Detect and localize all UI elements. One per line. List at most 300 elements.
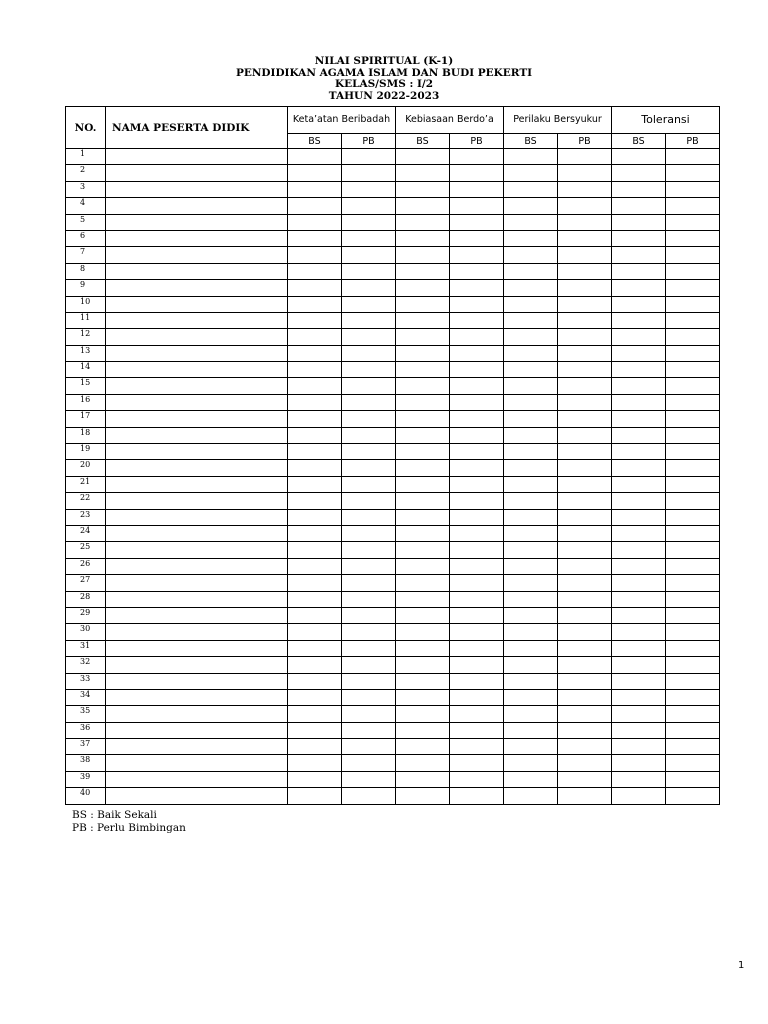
score-cell-pb[interactable] — [450, 165, 504, 181]
score-cell-bs[interactable] — [288, 689, 342, 705]
score-cell-bs[interactable] — [504, 230, 558, 246]
score-cell-pb[interactable] — [558, 640, 612, 656]
score-cell-pb[interactable] — [666, 525, 720, 541]
score-cell-bs[interactable] — [504, 771, 558, 787]
score-cell-bs[interactable] — [396, 476, 450, 492]
score-cell-bs[interactable] — [504, 165, 558, 181]
score-cell-pb[interactable] — [558, 542, 612, 558]
score-cell-pb[interactable] — [342, 280, 396, 296]
score-cell-pb[interactable] — [450, 280, 504, 296]
student-name-cell[interactable] — [106, 181, 288, 197]
score-cell-pb[interactable] — [450, 673, 504, 689]
score-cell-bs[interactable] — [396, 739, 450, 755]
score-cell-pb[interactable] — [450, 181, 504, 197]
score-cell-pb[interactable] — [450, 657, 504, 673]
score-cell-bs[interactable] — [612, 411, 666, 427]
score-cell-bs[interactable] — [504, 657, 558, 673]
score-cell-pb[interactable] — [558, 689, 612, 705]
score-cell-bs[interactable] — [396, 444, 450, 460]
score-cell-bs[interactable] — [612, 149, 666, 165]
score-cell-bs[interactable] — [504, 181, 558, 197]
score-cell-pb[interactable] — [558, 247, 612, 263]
score-cell-pb[interactable] — [342, 394, 396, 410]
score-cell-bs[interactable] — [396, 280, 450, 296]
student-name-cell[interactable] — [106, 689, 288, 705]
score-cell-bs[interactable] — [612, 493, 666, 509]
score-cell-bs[interactable] — [612, 542, 666, 558]
score-cell-bs[interactable] — [396, 230, 450, 246]
score-cell-pb[interactable] — [666, 427, 720, 443]
score-cell-pb[interactable] — [666, 542, 720, 558]
score-cell-pb[interactable] — [666, 640, 720, 656]
student-name-cell[interactable] — [106, 444, 288, 460]
score-cell-bs[interactable] — [396, 214, 450, 230]
score-cell-pb[interactable] — [450, 788, 504, 804]
score-cell-bs[interactable] — [504, 149, 558, 165]
score-cell-bs[interactable] — [504, 689, 558, 705]
score-cell-bs[interactable] — [288, 296, 342, 312]
score-cell-bs[interactable] — [612, 706, 666, 722]
score-cell-bs[interactable] — [504, 460, 558, 476]
score-cell-bs[interactable] — [504, 575, 558, 591]
score-cell-pb[interactable] — [450, 230, 504, 246]
score-cell-pb[interactable] — [666, 788, 720, 804]
score-cell-pb[interactable] — [342, 558, 396, 574]
score-cell-pb[interactable] — [666, 624, 720, 640]
score-cell-pb[interactable] — [450, 542, 504, 558]
score-cell-pb[interactable] — [450, 247, 504, 263]
score-cell-bs[interactable] — [504, 378, 558, 394]
score-cell-pb[interactable] — [558, 411, 612, 427]
score-cell-pb[interactable] — [342, 345, 396, 361]
student-name-cell[interactable] — [106, 214, 288, 230]
student-name-cell[interactable] — [106, 165, 288, 181]
score-cell-bs[interactable] — [612, 296, 666, 312]
score-cell-pb[interactable] — [342, 673, 396, 689]
score-cell-pb[interactable] — [342, 542, 396, 558]
score-cell-pb[interactable] — [666, 394, 720, 410]
score-cell-bs[interactable] — [612, 362, 666, 378]
score-cell-bs[interactable] — [504, 755, 558, 771]
score-cell-pb[interactable] — [342, 624, 396, 640]
score-cell-bs[interactable] — [288, 198, 342, 214]
score-cell-pb[interactable] — [666, 607, 720, 623]
score-cell-pb[interactable] — [666, 312, 720, 328]
score-cell-pb[interactable] — [666, 657, 720, 673]
student-name-cell[interactable] — [106, 607, 288, 623]
score-cell-bs[interactable] — [396, 198, 450, 214]
score-cell-bs[interactable] — [288, 525, 342, 541]
score-cell-bs[interactable] — [504, 739, 558, 755]
score-cell-bs[interactable] — [396, 525, 450, 541]
score-cell-pb[interactable] — [666, 739, 720, 755]
score-cell-pb[interactable] — [558, 755, 612, 771]
score-cell-pb[interactable] — [558, 476, 612, 492]
score-cell-pb[interactable] — [342, 411, 396, 427]
student-name-cell[interactable] — [106, 280, 288, 296]
score-cell-pb[interactable] — [450, 493, 504, 509]
score-cell-pb[interactable] — [666, 329, 720, 345]
score-cell-pb[interactable] — [558, 558, 612, 574]
score-cell-pb[interactable] — [342, 230, 396, 246]
score-cell-pb[interactable] — [666, 296, 720, 312]
score-cell-bs[interactable] — [396, 329, 450, 345]
score-cell-pb[interactable] — [558, 280, 612, 296]
score-cell-pb[interactable] — [666, 706, 720, 722]
score-cell-pb[interactable] — [450, 591, 504, 607]
score-cell-pb[interactable] — [558, 722, 612, 738]
score-cell-bs[interactable] — [288, 476, 342, 492]
score-cell-pb[interactable] — [558, 198, 612, 214]
score-cell-pb[interactable] — [558, 657, 612, 673]
score-cell-pb[interactable] — [450, 640, 504, 656]
student-name-cell[interactable] — [106, 247, 288, 263]
score-cell-pb[interactable] — [342, 214, 396, 230]
score-cell-pb[interactable] — [558, 673, 612, 689]
score-cell-pb[interactable] — [450, 411, 504, 427]
score-cell-bs[interactable] — [288, 542, 342, 558]
score-cell-pb[interactable] — [450, 345, 504, 361]
score-cell-bs[interactable] — [396, 378, 450, 394]
score-cell-pb[interactable] — [450, 525, 504, 541]
score-cell-bs[interactable] — [612, 722, 666, 738]
student-name-cell[interactable] — [106, 640, 288, 656]
score-cell-bs[interactable] — [504, 558, 558, 574]
score-cell-pb[interactable] — [666, 280, 720, 296]
score-cell-pb[interactable] — [558, 771, 612, 787]
score-cell-pb[interactable] — [666, 591, 720, 607]
score-cell-bs[interactable] — [396, 607, 450, 623]
score-cell-pb[interactable] — [666, 214, 720, 230]
score-cell-bs[interactable] — [612, 247, 666, 263]
score-cell-pb[interactable] — [450, 427, 504, 443]
score-cell-pb[interactable] — [342, 689, 396, 705]
score-cell-bs[interactable] — [612, 673, 666, 689]
score-cell-bs[interactable] — [396, 673, 450, 689]
student-name-cell[interactable] — [106, 525, 288, 541]
score-cell-pb[interactable] — [558, 739, 612, 755]
score-cell-bs[interactable] — [288, 509, 342, 525]
score-cell-bs[interactable] — [504, 296, 558, 312]
score-cell-bs[interactable] — [612, 476, 666, 492]
score-cell-pb[interactable] — [342, 198, 396, 214]
score-cell-pb[interactable] — [558, 378, 612, 394]
score-cell-pb[interactable] — [342, 722, 396, 738]
score-cell-pb[interactable] — [450, 607, 504, 623]
student-name-cell[interactable] — [106, 624, 288, 640]
score-cell-pb[interactable] — [558, 591, 612, 607]
score-cell-pb[interactable] — [558, 788, 612, 804]
score-cell-pb[interactable] — [450, 624, 504, 640]
score-cell-bs[interactable] — [612, 689, 666, 705]
score-cell-pb[interactable] — [666, 198, 720, 214]
score-cell-bs[interactable] — [288, 640, 342, 656]
score-cell-pb[interactable] — [558, 394, 612, 410]
score-cell-pb[interactable] — [450, 296, 504, 312]
score-cell-pb[interactable] — [666, 247, 720, 263]
score-cell-pb[interactable] — [342, 771, 396, 787]
score-cell-pb[interactable] — [666, 673, 720, 689]
score-cell-pb[interactable] — [666, 345, 720, 361]
score-cell-pb[interactable] — [342, 427, 396, 443]
score-cell-pb[interactable] — [450, 755, 504, 771]
student-name-cell[interactable] — [106, 411, 288, 427]
score-cell-bs[interactable] — [504, 788, 558, 804]
score-cell-bs[interactable] — [396, 657, 450, 673]
score-cell-bs[interactable] — [612, 657, 666, 673]
score-cell-pb[interactable] — [342, 788, 396, 804]
score-cell-pb[interactable] — [666, 230, 720, 246]
score-cell-pb[interactable] — [558, 509, 612, 525]
score-cell-bs[interactable] — [396, 411, 450, 427]
score-cell-bs[interactable] — [504, 427, 558, 443]
score-cell-bs[interactable] — [288, 149, 342, 165]
score-cell-bs[interactable] — [504, 493, 558, 509]
score-cell-bs[interactable] — [288, 181, 342, 197]
score-cell-bs[interactable] — [612, 575, 666, 591]
score-cell-bs[interactable] — [504, 394, 558, 410]
score-cell-pb[interactable] — [666, 722, 720, 738]
score-cell-pb[interactable] — [450, 558, 504, 574]
score-cell-bs[interactable] — [396, 263, 450, 279]
score-cell-bs[interactable] — [612, 640, 666, 656]
score-cell-bs[interactable] — [396, 771, 450, 787]
score-cell-pb[interactable] — [342, 460, 396, 476]
score-cell-pb[interactable] — [450, 263, 504, 279]
score-cell-pb[interactable] — [666, 444, 720, 460]
score-cell-bs[interactable] — [396, 575, 450, 591]
score-cell-pb[interactable] — [558, 263, 612, 279]
score-cell-bs[interactable] — [288, 280, 342, 296]
student-name-cell[interactable] — [106, 149, 288, 165]
score-cell-pb[interactable] — [666, 460, 720, 476]
score-cell-bs[interactable] — [288, 657, 342, 673]
score-cell-bs[interactable] — [612, 607, 666, 623]
score-cell-pb[interactable] — [342, 640, 396, 656]
score-cell-bs[interactable] — [288, 247, 342, 263]
student-name-cell[interactable] — [106, 263, 288, 279]
student-name-cell[interactable] — [106, 378, 288, 394]
score-cell-bs[interactable] — [504, 263, 558, 279]
score-cell-pb[interactable] — [342, 149, 396, 165]
score-cell-pb[interactable] — [558, 362, 612, 378]
score-cell-bs[interactable] — [504, 640, 558, 656]
score-cell-bs[interactable] — [288, 263, 342, 279]
score-cell-bs[interactable] — [396, 296, 450, 312]
score-cell-bs[interactable] — [396, 542, 450, 558]
score-cell-pb[interactable] — [342, 739, 396, 755]
score-cell-bs[interactable] — [288, 706, 342, 722]
score-cell-bs[interactable] — [612, 198, 666, 214]
score-cell-bs[interactable] — [396, 345, 450, 361]
score-cell-bs[interactable] — [612, 214, 666, 230]
score-cell-bs[interactable] — [396, 394, 450, 410]
score-cell-pb[interactable] — [342, 362, 396, 378]
score-cell-bs[interactable] — [612, 329, 666, 345]
score-cell-bs[interactable] — [396, 427, 450, 443]
score-cell-pb[interactable] — [342, 493, 396, 509]
score-cell-pb[interactable] — [450, 739, 504, 755]
score-cell-bs[interactable] — [396, 722, 450, 738]
score-cell-pb[interactable] — [666, 575, 720, 591]
student-name-cell[interactable] — [106, 542, 288, 558]
score-cell-pb[interactable] — [450, 378, 504, 394]
score-cell-bs[interactable] — [288, 624, 342, 640]
score-cell-bs[interactable] — [612, 460, 666, 476]
score-cell-bs[interactable] — [288, 329, 342, 345]
score-cell-pb[interactable] — [558, 706, 612, 722]
score-cell-pb[interactable] — [342, 263, 396, 279]
score-cell-pb[interactable] — [666, 558, 720, 574]
student-name-cell[interactable] — [106, 362, 288, 378]
score-cell-bs[interactable] — [396, 247, 450, 263]
score-cell-pb[interactable] — [666, 476, 720, 492]
score-cell-pb[interactable] — [666, 362, 720, 378]
score-cell-pb[interactable] — [666, 493, 720, 509]
score-cell-bs[interactable] — [288, 214, 342, 230]
score-cell-pb[interactable] — [666, 689, 720, 705]
student-name-cell[interactable] — [106, 771, 288, 787]
score-cell-bs[interactable] — [612, 624, 666, 640]
score-cell-pb[interactable] — [450, 149, 504, 165]
score-cell-bs[interactable] — [288, 378, 342, 394]
score-cell-pb[interactable] — [558, 444, 612, 460]
student-name-cell[interactable] — [106, 198, 288, 214]
student-name-cell[interactable] — [106, 509, 288, 525]
score-cell-bs[interactable] — [396, 181, 450, 197]
score-cell-pb[interactable] — [342, 165, 396, 181]
score-cell-pb[interactable] — [342, 444, 396, 460]
score-cell-bs[interactable] — [504, 722, 558, 738]
score-cell-bs[interactable] — [288, 394, 342, 410]
score-cell-bs[interactable] — [612, 755, 666, 771]
score-cell-pb[interactable] — [342, 657, 396, 673]
score-cell-pb[interactable] — [450, 706, 504, 722]
score-cell-pb[interactable] — [450, 771, 504, 787]
score-cell-pb[interactable] — [342, 476, 396, 492]
score-cell-bs[interactable] — [612, 345, 666, 361]
score-cell-pb[interactable] — [450, 476, 504, 492]
score-cell-bs[interactable] — [504, 476, 558, 492]
score-cell-pb[interactable] — [558, 575, 612, 591]
score-cell-bs[interactable] — [288, 575, 342, 591]
score-cell-bs[interactable] — [288, 460, 342, 476]
score-cell-pb[interactable] — [558, 493, 612, 509]
score-cell-bs[interactable] — [396, 755, 450, 771]
score-cell-bs[interactable] — [504, 411, 558, 427]
score-cell-pb[interactable] — [558, 312, 612, 328]
score-cell-pb[interactable] — [342, 591, 396, 607]
student-name-cell[interactable] — [106, 427, 288, 443]
score-cell-pb[interactable] — [342, 329, 396, 345]
score-cell-bs[interactable] — [612, 230, 666, 246]
score-cell-bs[interactable] — [396, 788, 450, 804]
score-cell-bs[interactable] — [288, 362, 342, 378]
score-cell-bs[interactable] — [504, 198, 558, 214]
student-name-cell[interactable] — [106, 591, 288, 607]
score-cell-pb[interactable] — [342, 296, 396, 312]
student-name-cell[interactable] — [106, 788, 288, 804]
score-cell-pb[interactable] — [450, 444, 504, 460]
score-cell-pb[interactable] — [558, 296, 612, 312]
score-cell-pb[interactable] — [342, 247, 396, 263]
score-cell-bs[interactable] — [504, 607, 558, 623]
score-cell-pb[interactable] — [450, 214, 504, 230]
score-cell-bs[interactable] — [396, 362, 450, 378]
score-cell-bs[interactable] — [504, 345, 558, 361]
score-cell-pb[interactable] — [558, 214, 612, 230]
score-cell-pb[interactable] — [450, 460, 504, 476]
score-cell-bs[interactable] — [396, 493, 450, 509]
score-cell-pb[interactable] — [558, 230, 612, 246]
score-cell-bs[interactable] — [612, 312, 666, 328]
score-cell-bs[interactable] — [288, 165, 342, 181]
score-cell-pb[interactable] — [558, 165, 612, 181]
score-cell-pb[interactable] — [666, 181, 720, 197]
score-cell-bs[interactable] — [612, 263, 666, 279]
score-cell-bs[interactable] — [288, 230, 342, 246]
student-name-cell[interactable] — [106, 673, 288, 689]
score-cell-pb[interactable] — [342, 706, 396, 722]
score-cell-pb[interactable] — [450, 722, 504, 738]
score-cell-pb[interactable] — [450, 689, 504, 705]
score-cell-bs[interactable] — [504, 444, 558, 460]
score-cell-bs[interactable] — [288, 771, 342, 787]
score-cell-pb[interactable] — [450, 509, 504, 525]
score-cell-bs[interactable] — [396, 460, 450, 476]
score-cell-bs[interactable] — [504, 706, 558, 722]
score-cell-bs[interactable] — [612, 771, 666, 787]
score-cell-bs[interactable] — [288, 558, 342, 574]
score-cell-pb[interactable] — [558, 624, 612, 640]
score-cell-pb[interactable] — [558, 329, 612, 345]
score-cell-bs[interactable] — [504, 247, 558, 263]
score-cell-bs[interactable] — [288, 493, 342, 509]
score-cell-bs[interactable] — [396, 689, 450, 705]
score-cell-bs[interactable] — [288, 607, 342, 623]
score-cell-bs[interactable] — [612, 427, 666, 443]
score-cell-bs[interactable] — [612, 181, 666, 197]
score-cell-pb[interactable] — [342, 312, 396, 328]
score-cell-bs[interactable] — [396, 149, 450, 165]
score-cell-bs[interactable] — [288, 591, 342, 607]
score-cell-pb[interactable] — [450, 198, 504, 214]
score-cell-bs[interactable] — [504, 362, 558, 378]
score-cell-bs[interactable] — [288, 312, 342, 328]
student-name-cell[interactable] — [106, 460, 288, 476]
score-cell-bs[interactable] — [612, 280, 666, 296]
score-cell-bs[interactable] — [504, 673, 558, 689]
score-cell-pb[interactable] — [666, 755, 720, 771]
student-name-cell[interactable] — [106, 394, 288, 410]
score-cell-pb[interactable] — [666, 771, 720, 787]
score-cell-pb[interactable] — [450, 312, 504, 328]
score-cell-bs[interactable] — [288, 673, 342, 689]
student-name-cell[interactable] — [106, 558, 288, 574]
score-cell-pb[interactable] — [666, 165, 720, 181]
student-name-cell[interactable] — [106, 657, 288, 673]
student-name-cell[interactable] — [106, 230, 288, 246]
score-cell-pb[interactable] — [342, 378, 396, 394]
score-cell-bs[interactable] — [396, 165, 450, 181]
score-cell-bs[interactable] — [288, 345, 342, 361]
score-cell-bs[interactable] — [288, 722, 342, 738]
score-cell-bs[interactable] — [288, 427, 342, 443]
score-cell-bs[interactable] — [396, 591, 450, 607]
score-cell-bs[interactable] — [504, 214, 558, 230]
score-cell-bs[interactable] — [612, 394, 666, 410]
student-name-cell[interactable] — [106, 722, 288, 738]
